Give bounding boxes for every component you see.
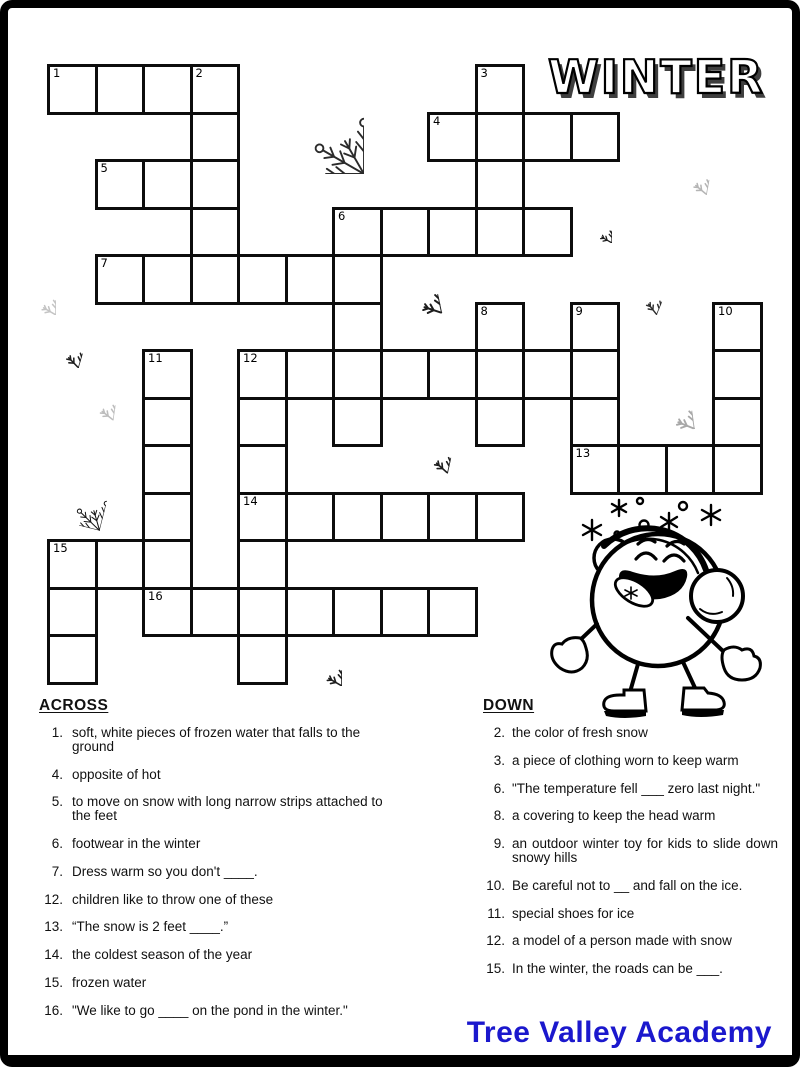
grid-cell[interactable] (285, 254, 336, 305)
grid-cell[interactable] (522, 349, 573, 400)
clue-text: Dress warm so you don't ____. (72, 863, 258, 879)
grid-cell[interactable] (427, 207, 478, 258)
grid-cell[interactable] (95, 254, 146, 305)
clue-text: a piece of clothing worn to keep warm (512, 752, 739, 768)
grid-cell[interactable] (237, 634, 288, 685)
grid-cell[interactable] (285, 492, 336, 543)
grid-cell[interactable] (142, 397, 193, 448)
clue-number: 16. (44, 1002, 63, 1018)
grid-cell[interactable] (475, 492, 526, 543)
clue-item (39, 726, 400, 754)
snowflake-icon (46, 326, 88, 368)
grid-cell[interactable] (475, 112, 526, 163)
grid-cell[interactable] (47, 64, 98, 115)
clue-item (483, 962, 778, 976)
clue-number: 6. (493, 780, 505, 796)
clue-text: special shoes for ice (512, 905, 635, 921)
clue-number: 2. (493, 725, 505, 740)
cell-number: 7 (100, 256, 108, 270)
grid-cell[interactable] (142, 159, 193, 210)
snowflake-icon (250, 60, 364, 174)
clue-text: frozen water (72, 974, 147, 990)
across-heading: ACROSS (39, 697, 109, 714)
snowflake-icon (627, 273, 669, 315)
grid-cell[interactable] (712, 397, 763, 448)
snowflake-icon (647, 387, 694, 434)
cell-number: 11 (148, 351, 163, 365)
grid-cell[interactable] (617, 444, 668, 495)
clue-text: soft, white pieces of frozen water that falls to the ground (72, 725, 361, 754)
clue-text: children like to throw one of these (72, 891, 274, 907)
snowflake-icon (306, 650, 342, 686)
clue-text: footwear in the winter (72, 835, 201, 851)
clue-text: opposite of hot (72, 766, 161, 782)
grid-cell[interactable] (237, 254, 288, 305)
grid-cell[interactable] (190, 112, 241, 163)
clue-item (39, 1004, 400, 1018)
clue-number: 12. (44, 891, 63, 907)
grid-cell[interactable] (427, 349, 478, 400)
clue-number: 15. (44, 974, 63, 990)
grid-cell[interactable] (332, 492, 383, 543)
clue-number: 12. (486, 933, 505, 949)
grid-cell[interactable] (142, 254, 193, 305)
clue-number: 7. (51, 863, 63, 879)
grid-cell[interactable] (475, 64, 526, 115)
grid-cell[interactable] (142, 444, 193, 495)
grid-cell[interactable] (285, 587, 336, 638)
grid-cell[interactable] (95, 539, 146, 590)
grid-cell[interactable] (142, 539, 193, 590)
snowflake-icon (22, 281, 56, 315)
clue-item (39, 768, 400, 782)
clue-item (483, 726, 778, 740)
clue-text: "The temperature fell ___ zero last night." (512, 780, 761, 796)
grid-cell[interactable] (475, 302, 526, 353)
clue-text: the color of fresh snow (512, 725, 648, 740)
snowflake-icon (80, 382, 118, 420)
clue-number: 4. (51, 766, 63, 782)
grid-cell[interactable] (570, 397, 621, 448)
grid-cell[interactable] (475, 159, 526, 210)
clue-item (483, 837, 778, 865)
grid-cell[interactable] (332, 397, 383, 448)
clue-number: 13. (44, 919, 63, 935)
clue-item (483, 809, 778, 823)
cell-number: 10 (718, 303, 733, 318)
clue-item (483, 782, 778, 796)
grid-cell[interactable] (380, 207, 431, 258)
clue-item (39, 976, 400, 990)
clue-item (39, 893, 400, 907)
grid-cell[interactable] (237, 587, 288, 638)
grid-cell[interactable] (380, 349, 431, 400)
clue-number: 10. (486, 877, 505, 893)
clue-text: a covering to keep the head warm (512, 808, 716, 824)
clue-item (39, 920, 400, 934)
grid-cell[interactable] (142, 492, 193, 543)
brand-credit: Tree Valley Academy (466, 1016, 772, 1049)
across-clues-section (39, 697, 400, 1032)
grid-cell[interactable] (332, 207, 383, 258)
grid-cell[interactable] (332, 349, 383, 400)
grid-cell[interactable] (475, 349, 526, 400)
clue-text: In the winter, the roads can be ___. (512, 961, 723, 977)
clue-number: 11. (487, 905, 505, 921)
clue-text: the coldest season of the year (72, 947, 253, 963)
grid-cell[interactable] (190, 207, 241, 258)
snowflake-icon (390, 270, 442, 322)
cell-number: 1 (53, 66, 61, 80)
snowflake-icon (39, 455, 114, 530)
clue-text: an outdoor winter toy for kids to slide down snowy hills (512, 836, 778, 865)
cell-number: 4 (433, 113, 441, 128)
clue-number: 15. (486, 961, 505, 977)
cell-number: 5 (100, 161, 108, 175)
grid-cell[interactable] (427, 492, 478, 543)
snowflake-icon (673, 155, 712, 194)
clue-item (483, 934, 778, 948)
grid-cell[interactable] (95, 64, 146, 115)
grid-cell[interactable] (380, 587, 431, 638)
clue-item (39, 865, 400, 879)
grid-cell[interactable] (47, 634, 98, 685)
clue-item (483, 754, 778, 768)
clue-number: 8. (493, 808, 505, 824)
grid-cell[interactable] (475, 397, 526, 448)
cell-number: 13 (575, 446, 591, 460)
cell-number: 2 (195, 66, 203, 80)
grid-cell[interactable] (712, 444, 763, 495)
grid-cell[interactable] (190, 159, 241, 210)
cell-number: 12 (243, 351, 258, 365)
clue-text: to move on snow with long narrow strips attached to the feet (72, 794, 383, 824)
cell-number: 15 (53, 541, 68, 555)
clue-text: Be careful not to __ and fall on the ice. (512, 877, 743, 893)
clue-item (483, 907, 778, 921)
clue-number: 5. (51, 794, 63, 810)
down-clue-list (483, 726, 778, 976)
page-title: WINTER (548, 50, 765, 104)
cell-number: 16 (148, 588, 163, 603)
grid-cell[interactable] (237, 492, 288, 543)
grid-cell[interactable] (190, 587, 241, 638)
grid-cell[interactable] (380, 492, 431, 543)
down-heading: DOWN (483, 697, 535, 714)
grid-cell[interactable] (142, 587, 193, 638)
grid-cell[interactable] (522, 112, 573, 163)
grid-cell[interactable] (427, 112, 478, 163)
grid-cell[interactable] (47, 587, 98, 638)
grid-cell[interactable] (475, 207, 526, 258)
grid-cell[interactable] (237, 349, 288, 400)
grid-cell[interactable] (190, 254, 241, 305)
grid-cell[interactable] (712, 349, 763, 400)
cell-number: 8 (480, 303, 488, 318)
grid-cell[interactable] (190, 64, 241, 115)
grid-cell[interactable] (237, 397, 288, 448)
snowflake-icon (584, 215, 612, 243)
grid-cell[interactable] (332, 587, 383, 638)
grid-cell[interactable] (332, 302, 383, 353)
clue-number: 6. (51, 835, 63, 851)
clue-item (483, 879, 778, 893)
cell-number: 9 (575, 303, 583, 318)
grid-cell[interactable] (142, 64, 193, 115)
snowflake-icon (413, 431, 456, 474)
grid-cell[interactable] (95, 159, 146, 210)
cell-number: 14 (243, 493, 258, 508)
grid-cell[interactable] (522, 207, 573, 258)
grid-cell[interactable] (570, 302, 621, 353)
across-clue-list (39, 726, 400, 1018)
clue-text: a model of a person made with snow (512, 933, 732, 949)
clue-text: "We like to go ____ on the pond in the winter." (72, 1002, 348, 1018)
clue-text: “The snow is 2 feet ____.” (72, 919, 229, 935)
clue-number: 14. (44, 947, 63, 963)
clue-number: 9. (493, 836, 505, 852)
clue-item (39, 795, 400, 823)
grid-cell[interactable] (47, 539, 98, 590)
cell-number: 3 (480, 66, 488, 80)
grid-cell[interactable] (285, 349, 336, 400)
clue-number: 1. (51, 725, 63, 740)
cell-number: 6 (338, 208, 346, 223)
grid-cell[interactable] (237, 444, 288, 495)
grid-cell[interactable] (570, 444, 621, 495)
grid-cell[interactable] (570, 112, 621, 163)
grid-cell[interactable] (332, 254, 383, 305)
down-clues-section (483, 697, 778, 990)
grid-cell[interactable] (712, 302, 763, 353)
grid-cell[interactable] (665, 444, 716, 495)
clue-item (39, 948, 400, 962)
grid-cell[interactable] (237, 539, 288, 590)
grid-cell[interactable] (142, 349, 193, 400)
clue-item (39, 837, 400, 851)
grid-cell[interactable] (427, 587, 478, 638)
grid-cell[interactable] (570, 349, 621, 400)
clue-number: 3. (493, 752, 505, 768)
